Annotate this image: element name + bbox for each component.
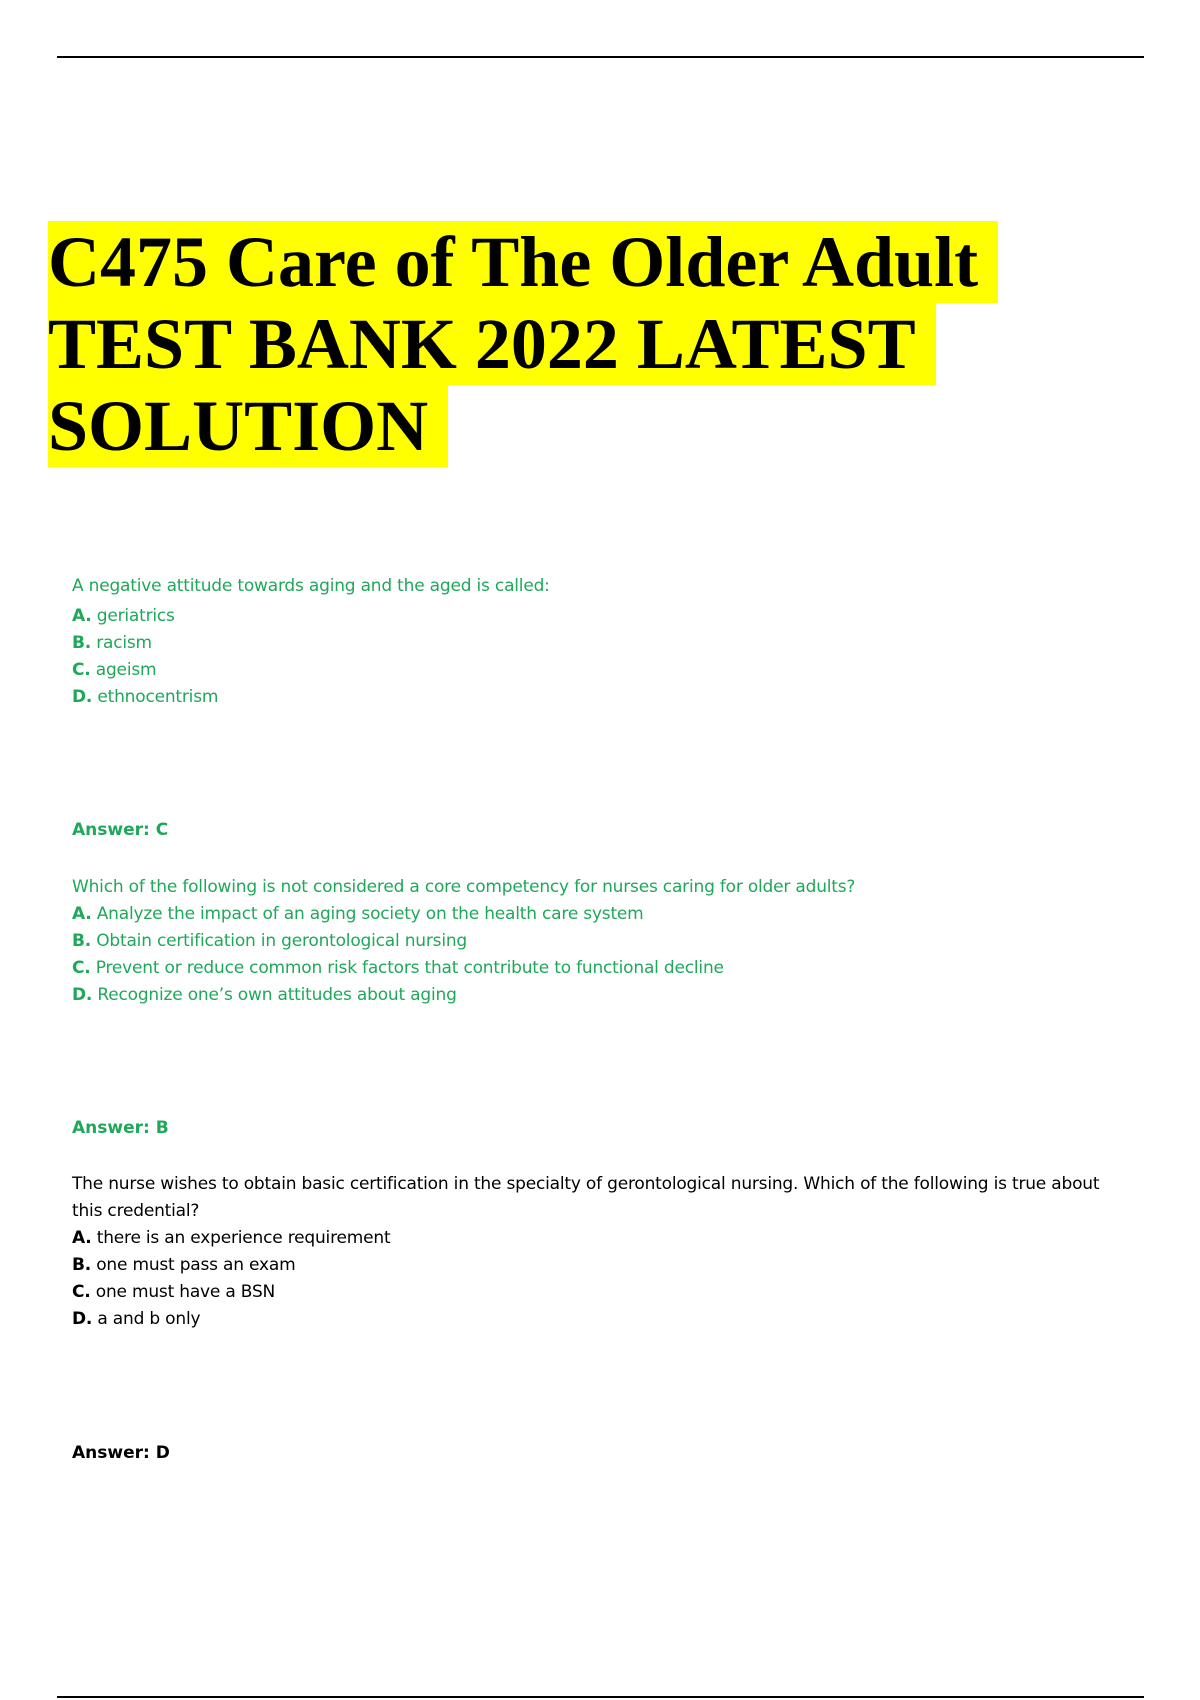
question-3-option-b [72, 1252, 1132, 1279]
question-2-option-c [72, 955, 1132, 982]
question-2-stem: Which of the following is not considered a core competency for nurses caring for older adults? [72, 877, 856, 897]
option-text: Obtain certification in gerontological nursing [91, 931, 468, 951]
question-3-answer: Answer: D [72, 1443, 170, 1463]
question-1-option-c [72, 657, 1132, 684]
question-3 [72, 1171, 1132, 1333]
question-2-option-a [72, 901, 1132, 928]
option-text: one must have a BSN [90, 1282, 276, 1302]
title-line-3: SOLUTION [48, 385, 448, 467]
option-text: geriatrics [91, 606, 175, 626]
document-title [48, 221, 998, 467]
option-text: Recognize one’s own attitudes about aging [92, 985, 457, 1005]
option-letter: A. [72, 1228, 92, 1248]
question-2-answer: Answer: B [72, 1118, 169, 1138]
title-line-1: C475 Care of The Older Adult [48, 221, 998, 303]
top-rule [57, 56, 1144, 58]
question-3-option-c [72, 1279, 1132, 1306]
question-1-option-a [72, 603, 1132, 630]
option-letter: B. [72, 1255, 92, 1275]
question-2-option-d [72, 982, 1132, 1009]
title-line-2: TEST BANK 2022 LATEST [48, 303, 936, 385]
option-text: one must pass an exam [91, 1255, 296, 1275]
option-text: ageism [90, 660, 157, 680]
option-letter: C. [72, 1282, 91, 1302]
question-2-option-b [72, 928, 1132, 955]
option-letter: C. [72, 958, 91, 978]
question-3-option-d [72, 1306, 1132, 1333]
option-letter: A. [72, 904, 92, 924]
option-text: there is an experience requirement [91, 1228, 391, 1248]
option-text: a and b only [92, 1309, 201, 1329]
option-letter: C. [72, 660, 91, 680]
question-3-option-a [72, 1225, 1132, 1252]
question-1-answer: Answer: C [72, 820, 169, 840]
option-letter: A. [72, 606, 92, 626]
option-letter: B. [72, 931, 92, 951]
option-text: Analyze the impact of an aging society on the health care system [91, 904, 644, 924]
question-2 [72, 874, 1132, 1009]
option-letter: D. [72, 1309, 93, 1329]
option-text: Prevent or reduce common risk factors that contribute to functional decline [90, 958, 724, 978]
question-1-stem: A negative attitude towards aging and the aged is called: [72, 576, 550, 596]
option-letter: D. [72, 985, 93, 1005]
question-3-stem: The nurse wishes to obtain basic certification in the specialty of gerontological nursing. Which of the following is true about this credential? [72, 1174, 1100, 1221]
option-text: ethnocentrism [92, 687, 219, 707]
question-1-option-b [72, 630, 1132, 657]
question-1 [72, 573, 1132, 711]
bottom-rule [57, 1696, 1144, 1698]
option-letter: B. [72, 633, 92, 653]
question-1-option-d [72, 684, 1132, 711]
option-text: racism [91, 633, 152, 653]
option-letter: D. [72, 687, 93, 707]
